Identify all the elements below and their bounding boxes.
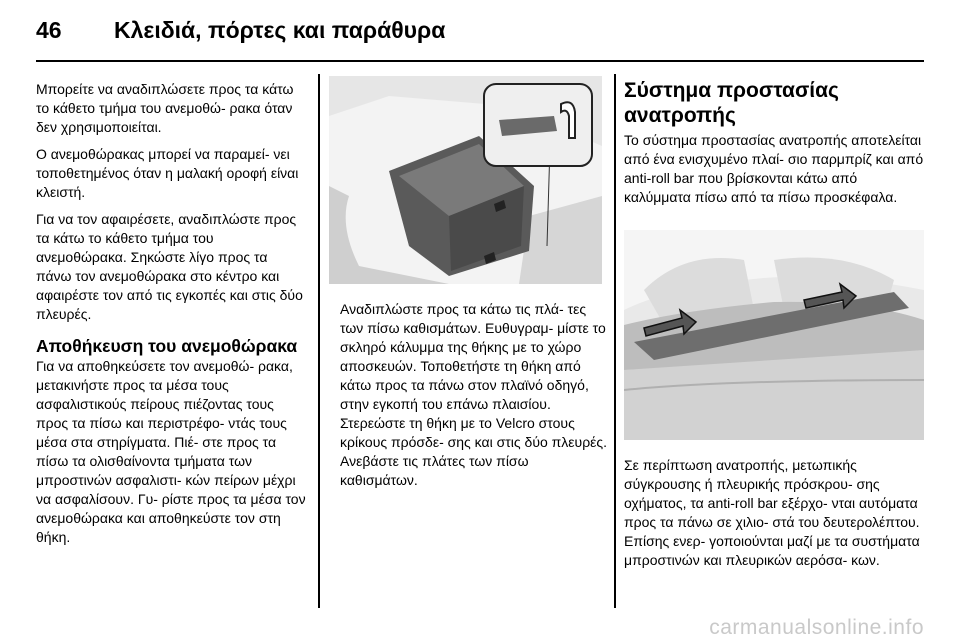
paragraph-rollover-intro: Το σύστημα προστασίας ανατροπής αποτελείται από ένα ενισχυμένο πλαί‐ σιο παρμπρίζ και από anti-roll bar που βρίσκονται κάτω από καλύμματα πίσω από τα πίσω προσκέφαλα. (624, 132, 924, 205)
column-separator (318, 74, 320, 608)
paragraph-storage: Για να αποθηκεύσετε τον ανεμοθώ‐ ρακα, μετακινήστε προς τα μέσα τους ασφαλιστικούς πείρους πιέζοντας τους προς τα πίσω και περιστρέφο‐ ντάς τους μέσα στα στηρίγματα. Πιέ‐ στε προς τα πίσω τα ολισθαίνοντα τμήματα των μπροστινών ασφαλιστι‐ κών πείρων μέχρι να ασφαλίσουν. Γυ‐ ρίστε προς τα μέσα τον ανεμοθώρακα και αποθηκεύστε τον στη θήκη. (36, 358, 306, 545)
paragraph-rollover-activation: Σε περίπτωση ανατροπής, μετωπικής σύγκρουσης ή πλευρικής πρόσκρου‐ σης οχήματος, τα anti-roll bar εξέρχο‐ νται αυτόματα προς τα πάνω σε χιλιο‐ στά του δευτερολέπτου. Επίσης ενερ‐ γοποιούνται μαζί με τα συστήματα μπροστινών και πλευρικών αερόσα‐ κων. (624, 457, 920, 568)
caption-storage-bag: Αναδιπλώστε προς τα κάτω τις πλά‐ τες των πίσω καθισμάτων. Ευθυγραμ‐ μίστε το σκληρό κάλυμμα της θήκης με το χώρο αποσκευών. Τοποθετήστε τη θήκη από κάτω προς τα πάνω στον πλαϊνό οδηγό, στην εγκοπή του επάνω πλαισίου. Στερεώστε τη θήκη με το Velcro στους κρίκους πρόσδε‐ σης και στις δύο πλευρές. Ανεβάστε τις πλάτες των πίσω καθισμάτων. (340, 301, 608, 488)
paragraph-removal: Για να τον αφαιρέσετε, αναδιπλώστε προς τα κάτω το κάθετο τμήμα του ανεμοθώρακα. Σηκώστε λίγο προς τα πάνω τον ανεμοθώρακα στο κέντρο και αφαιρέστε τον από τις εγκοπές και στις δύο πλευρές. (36, 211, 303, 322)
paragraph-fold-down: Μπορείτε να αναδιπλώσετε προς τα κάτω το κάθετο τμήμα του ανεμοθώ‐ ρακα όταν δεν χρησιμοποιείται. (36, 81, 294, 135)
anti-roll-bar-figure (624, 230, 924, 440)
header-rule (36, 60, 924, 62)
column-separator (614, 74, 616, 608)
storage-bag-figure (329, 76, 602, 284)
page-header (36, 0, 924, 58)
left-column (36, 80, 306, 555)
right-column (624, 78, 924, 215)
section-heading-rollover: Σύστημα προστασίας ανατροπής (624, 79, 839, 127)
storage-bag-illustration (329, 76, 602, 284)
paragraph-stay-installed: Ο ανεμοθώρακας μπορεί να παραμεί‐ νει τοποθετημένος όταν η μαλακή οροφή είναι κλειστή. (36, 146, 299, 200)
page-title: Κλειδιά, πόρτες και παράθυρα (114, 17, 446, 43)
middle-column (340, 300, 608, 498)
page-number: 46 (36, 17, 62, 43)
watermark: carmanualsonline.info (709, 616, 924, 639)
right-column-body (624, 456, 924, 578)
anti-roll-bar-illustration (624, 230, 924, 440)
section-heading-storage: Αποθήκευση του ανεμοθώρακα (36, 336, 298, 356)
